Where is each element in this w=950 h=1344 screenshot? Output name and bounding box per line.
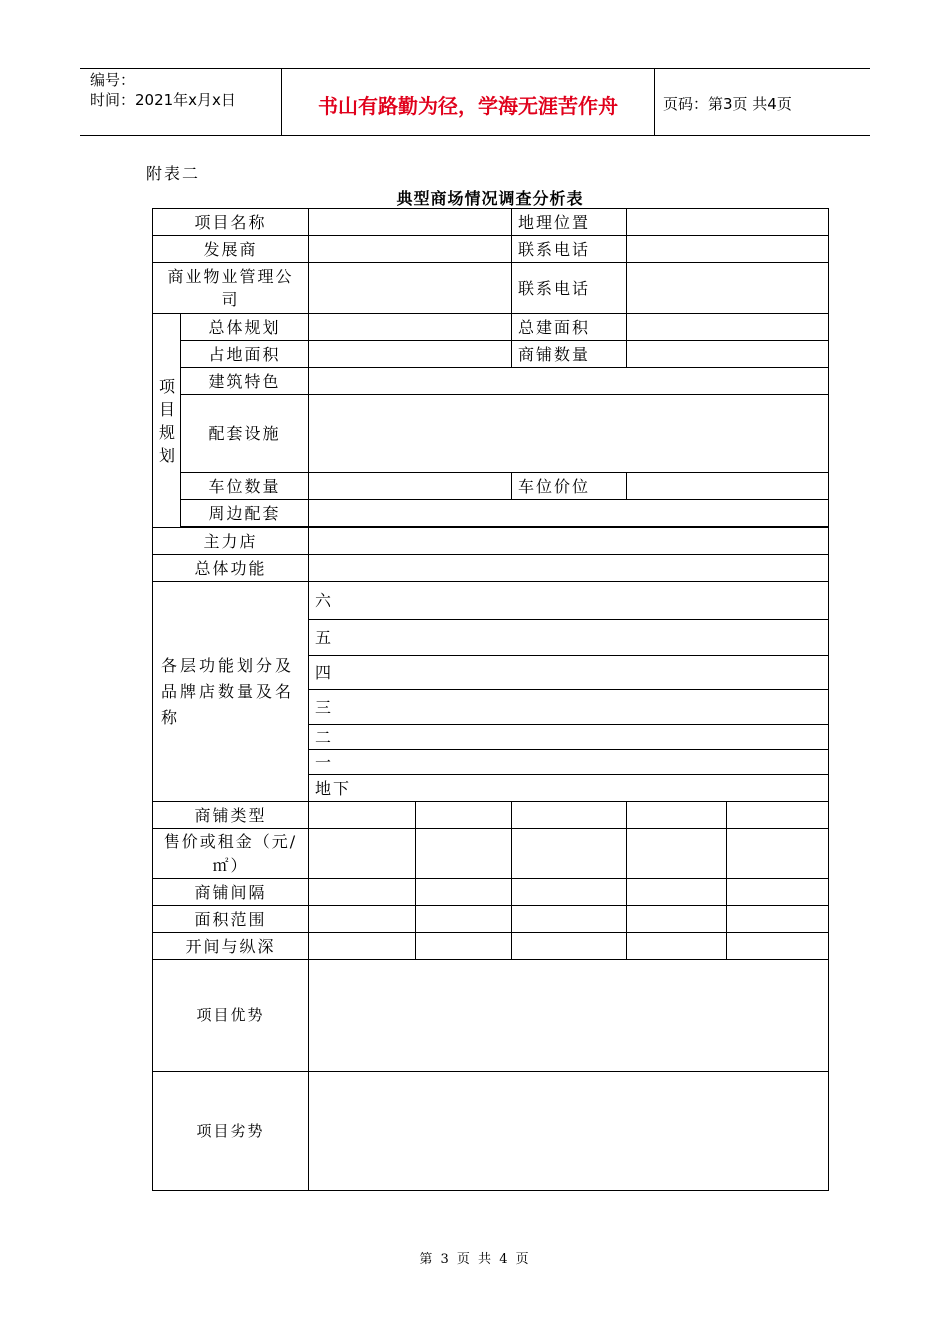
surroundings-label: 周边配套: [181, 500, 309, 527]
disadvantages-field[interactable]: [309, 1072, 829, 1191]
price-cell-2[interactable]: [416, 829, 512, 879]
frontage-depth-label: 开间与纵深: [153, 933, 309, 960]
project-name-field[interactable]: [309, 209, 512, 236]
price-cell-1[interactable]: [309, 829, 416, 879]
contact-phone-label: 联系电话: [512, 236, 627, 263]
developer-label: 发展商: [153, 236, 309, 263]
header-divider-right: [654, 68, 655, 136]
header-motto: 书山有路勤为径，学海无涯苦作舟: [318, 94, 618, 118]
project-planning-label: [153, 314, 181, 528]
mgmt-contact-phone-label: 联系电话: [512, 263, 627, 314]
frontage-cell-3[interactable]: [512, 933, 627, 960]
shop-type-cell-1[interactable]: [309, 802, 416, 829]
surroundings-field[interactable]: [309, 500, 829, 527]
advantages-label: 项目优势: [153, 960, 309, 1072]
area-cell-4[interactable]: [627, 906, 727, 933]
table-row: [153, 263, 829, 314]
table-row: [153, 473, 829, 500]
price-cell-3[interactable]: [512, 829, 627, 879]
price-cell-4[interactable]: [627, 829, 727, 879]
overall-function-field[interactable]: [309, 555, 829, 582]
area-cell-1[interactable]: [309, 906, 416, 933]
table-row: [153, 236, 829, 263]
table-row: [153, 802, 829, 829]
price-cell-5[interactable]: [727, 829, 829, 879]
header-page-label: 页码：第3页 共4页: [663, 95, 792, 113]
anchor-store-field[interactable]: [309, 528, 829, 555]
header-top-rule: [80, 68, 870, 69]
advantages-field[interactable]: [309, 960, 829, 1072]
appendix-label: 附表二: [146, 164, 201, 183]
shop-type-cell-5[interactable]: [727, 802, 829, 829]
frontage-cell-4[interactable]: [627, 933, 727, 960]
area-cell-2[interactable]: [416, 906, 512, 933]
floor-function-label: 各层功能划分及品牌店数量及名称: [153, 582, 309, 802]
table-row: [153, 500, 829, 527]
header-date-label: 时间：2021年x月x日: [90, 91, 236, 109]
table-row: [153, 395, 829, 473]
architecture-field[interactable]: [309, 368, 829, 395]
table-row: [153, 933, 829, 960]
shop-type-label: 商铺类型: [153, 802, 309, 829]
land-area-field[interactable]: [309, 341, 512, 368]
interval-cell-1[interactable]: [309, 879, 416, 906]
table-row: [153, 1072, 829, 1191]
parking-count-label: 车位数量: [181, 473, 309, 500]
facilities-label: 配套设施: [181, 395, 309, 473]
document-title: 典型商场情况调查分析表: [396, 189, 584, 208]
interval-cell-2[interactable]: [416, 879, 512, 906]
table-row: [153, 960, 829, 1072]
property-mgmt-label: 商业物业管理公司: [153, 263, 309, 314]
interval-cell-5[interactable]: [727, 879, 829, 906]
shop-type-cell-4[interactable]: [627, 802, 727, 829]
area-range-label: 面积范围: [153, 906, 309, 933]
frontage-cell-2[interactable]: [416, 933, 512, 960]
mgmt-contact-phone-field[interactable]: [627, 263, 829, 314]
table-row: [153, 906, 829, 933]
shop-type-cell-2[interactable]: [416, 802, 512, 829]
area-cell-5[interactable]: [727, 906, 829, 933]
parking-price-label: 车位价位: [512, 473, 627, 500]
table-row: [153, 879, 829, 906]
shop-count-field[interactable]: [627, 341, 829, 368]
overall-function-label: 总体功能: [153, 555, 309, 582]
location-field[interactable]: [627, 209, 829, 236]
location-label: 地理位置: [512, 209, 627, 236]
disadvantages-label: 项目劣势: [153, 1072, 309, 1191]
table-row: [153, 582, 829, 620]
area-cell-3[interactable]: [512, 906, 627, 933]
floor-5-field[interactable]: 五: [309, 620, 829, 656]
price-or-rent-text: 售价或租金（元/㎡）: [163, 831, 298, 875]
overall-planning-field[interactable]: [309, 314, 512, 341]
developer-field[interactable]: [309, 236, 512, 263]
total-floor-area-label: 总建面积: [512, 314, 627, 341]
table-row: [153, 528, 829, 555]
project-name-label: 项目名称: [153, 209, 309, 236]
shop-count-label: 商铺数量: [512, 341, 627, 368]
frontage-cell-1[interactable]: [309, 933, 416, 960]
floor-basement-field[interactable]: 地下: [309, 775, 829, 802]
floor-2-field[interactable]: 二: [309, 725, 829, 750]
shop-interval-label: 商铺间隔: [153, 879, 309, 906]
table-row: [153, 368, 829, 395]
project-planning-text: 项目规划: [159, 376, 178, 465]
frontage-cell-5[interactable]: [727, 933, 829, 960]
shop-type-cell-3[interactable]: [512, 802, 627, 829]
interval-cell-4[interactable]: [627, 879, 727, 906]
header-bottom-rule: [80, 135, 870, 136]
property-mgmt-field[interactable]: [309, 263, 512, 314]
page-footer: 第 3 页 共 4 页: [419, 1252, 531, 1267]
architecture-label: 建筑特色: [181, 368, 309, 395]
total-floor-area-field[interactable]: [627, 314, 829, 341]
land-area-label: 占地面积: [181, 341, 309, 368]
floor-6-field[interactable]: 六: [309, 582, 829, 620]
parking-count-field[interactable]: [309, 473, 512, 500]
table-row: [153, 555, 829, 582]
interval-cell-3[interactable]: [512, 879, 627, 906]
survey-table: [152, 208, 829, 1191]
floor-1-field[interactable]: 一: [309, 750, 829, 775]
floor-4-field[interactable]: 四: [309, 656, 829, 690]
header-number-label: 编号：: [90, 71, 136, 89]
table-row: [153, 341, 829, 368]
table-row: [153, 209, 829, 236]
facilities-field[interactable]: [309, 395, 829, 473]
contact-phone-field[interactable]: [627, 236, 829, 263]
parking-price-field[interactable]: [627, 473, 829, 500]
table-row: [153, 314, 829, 341]
anchor-store-label: 主力店: [153, 528, 309, 555]
floor-3-field[interactable]: 三: [309, 690, 829, 725]
price-or-rent-label: [153, 829, 309, 879]
table-row: [153, 829, 829, 879]
overall-planning-label: 总体规划: [181, 314, 309, 341]
